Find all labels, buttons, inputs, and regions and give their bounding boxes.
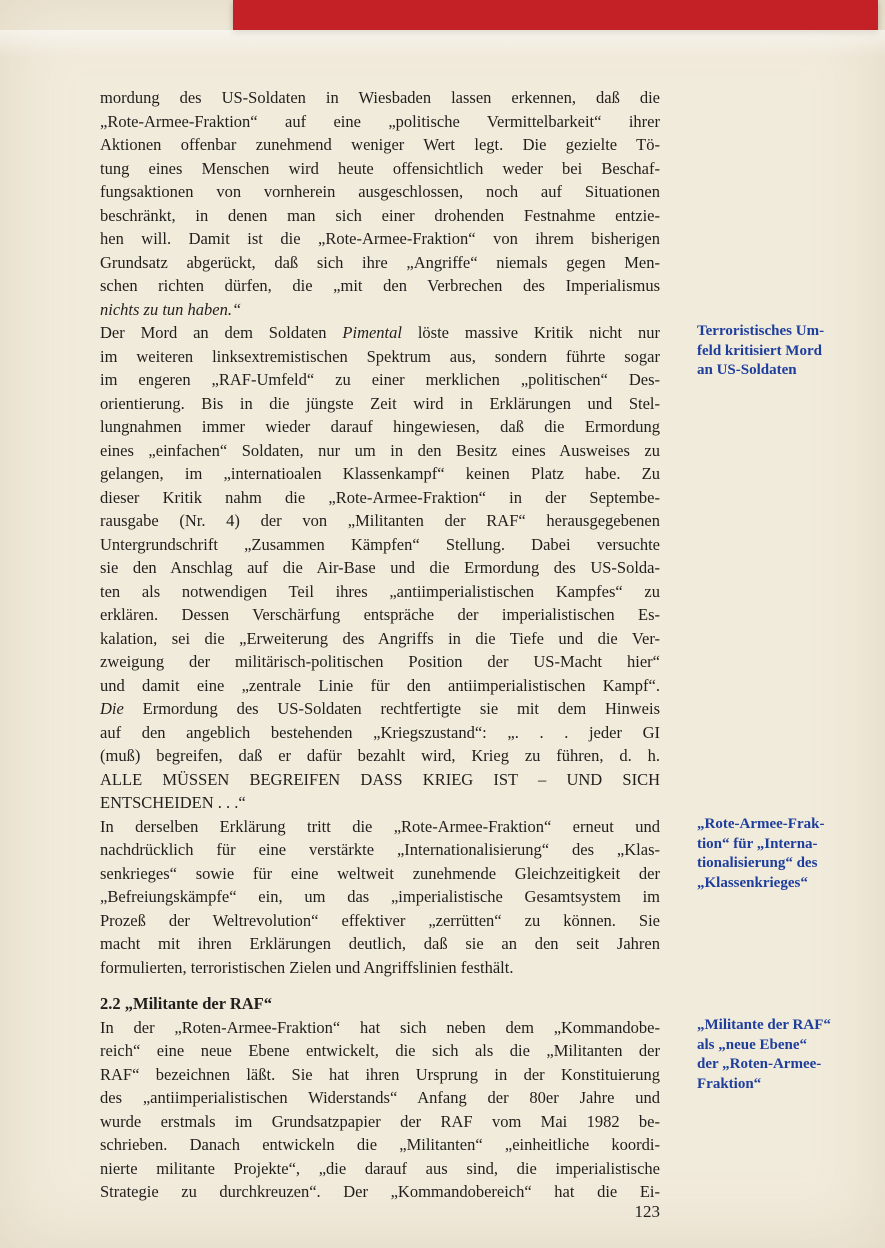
text-line: gelangen, im „internatioalen Klassenkampf“ keinen Platz habe. Zu <box>100 464 660 483</box>
text-line: (muß) begreifen, daß er dafür bezahlt wird, Krieg zu führen, d. h. <box>100 746 660 765</box>
margin-note-line: der „Roten-Armee- <box>697 1056 822 1072</box>
paragraph <box>100 815 660 980</box>
text-line: schrieben. Danach entwickeln die „Militanten“ „einheitliche koordi- <box>100 1135 660 1154</box>
text-line: rausgabe (Nr. 4) der von „Militanten der RAF“ herausgegebenen <box>100 511 660 530</box>
text-line: RAF“ bezeichnen läßt. Sie hat ihren Ursprung in der Konstituierung <box>100 1064 660 1084</box>
text-line: hen will. Damit ist die „Rote-Armee-Fraktion“ von ihrem bisherigen <box>100 229 660 248</box>
margin-note-line: als „neue Ebene“ <box>697 1036 808 1053</box>
text-line: Prozeß der Weltrevolution“ effektiver „zerrütten“ zu können. Sie <box>100 910 660 930</box>
text-line: Der Mord an dem Soldaten Pimental löste massive Kritik nicht nur <box>100 323 660 342</box>
text-line: sie den Anschlag auf die Air-Base und die Ermordung des US-Solda- <box>100 558 660 577</box>
text-line: und damit eine „zentrale Linie für den antiimperialistischen Kampf“. <box>100 675 660 695</box>
text-line: des „antiimperialistischen Widerstands“ Anfang der 80er Jahre und <box>100 1088 660 1107</box>
margin-note-line: an US-Soldaten <box>697 362 797 378</box>
text-line: In derselben Erklärung tritt die „Rote-Armee-Fraktion“ erneut und <box>100 816 660 836</box>
text-line: orientierung. Bis in die jüngste Zeit wird in Erklärungen und Stel- <box>100 393 660 413</box>
text-line: nierte militante Projekte“, „die darauf aus sind, die imperialistische <box>100 1158 660 1178</box>
text-line: nichts zu tun haben.“ <box>100 299 242 319</box>
margin-note-line: tion“ für „Interna- <box>697 835 818 852</box>
text-line: dieser Kritik nahm die „Rote-Armee-Fraktion“ in der Septembe- <box>100 487 660 507</box>
text-line: Die Ermordung des US-Soldaten rechtfertigte sie mit dem Hinweis <box>100 699 660 718</box>
text-line: lungnahmen immer wieder darauf hingewiesen, daß die Ermordung <box>100 417 660 436</box>
text-line: beschränkt, in denen man sich einer drohenden Festnahme entzie- <box>100 205 660 225</box>
margin-note-line: tionalisierung“ des <box>697 855 818 871</box>
text-line: im weiteren linksextremistischen Spektrum aus, sondern führte sogar <box>100 346 660 366</box>
text-line: reich“ eine neue Ebene entwickelt, die sich als die „Militanten der <box>100 1041 660 1060</box>
margin-note-line: „Rote-Armee-Frak- <box>697 816 825 832</box>
text-line: Aktionen offenbar zunehmend weniger Wert legt. Die gezielte Tö- <box>100 135 660 154</box>
text-line: macht mit ihren Erklärungen deutlich, daß sie an den seit Jahren <box>100 934 660 953</box>
text-line: erklären. Dessen Verschärfung entspräche der imperialistischen Es- <box>100 605 660 624</box>
text-line: zweigung der militärisch-politischen Position der US-Macht hier“ <box>100 652 660 671</box>
text-line: kalation, sei die „Erweiterung des Angriffs in die Tiefe und die Ver- <box>100 628 660 648</box>
text-line: wurde erstmals im Grundsatzpapier der RAF vom Mai 1982 be- <box>100 1111 660 1131</box>
text-line: „Rote-Armee-Fraktion“ auf eine „politische Vermittelbarkeit“ ihrer <box>100 111 660 131</box>
text-line: ENTSCHEIDEN . . .“ <box>100 793 246 812</box>
section-heading: 2.2 „Militante der RAF“ <box>100 994 273 1013</box>
text-line: nachdrücklich für eine verstärkte „Internationalisierung“ des „Klas- <box>100 840 660 859</box>
text-line: Strategie zu durchkreuzen“. Der „Kommandobereich“ hat die Ei- <box>100 1182 660 1201</box>
text-line: senkrieges“ sowie für eine weltweit zunehmende Gleichzeitigkeit der <box>100 863 660 883</box>
margin-note-line: feld kritisiert Mord <box>697 342 822 359</box>
text-line: fungsaktionen von vornherein ausgeschlossen, noch auf Situationen <box>100 182 660 201</box>
text-line: im engeren „RAF-Umfeld“ zu einer merklichen „politischen“ Des- <box>100 370 660 389</box>
text-line: Untergrundschrift „Zusammen Kämpfen“ Stellung. Dabei versuchte <box>100 534 660 554</box>
paragraph <box>100 321 660 815</box>
text-line: auf den angeblich bestehenden „Kriegszustand“: „. . . jeder GI <box>100 722 660 742</box>
text-line: mordung des US-Soldaten in Wiesbaden lassen erkennen, daß die <box>100 88 660 107</box>
margin-note-line: „Militante der RAF“ <box>697 1017 831 1033</box>
margin-note <box>697 815 883 893</box>
text-line: In der „Roten-Armee-Fraktion“ hat sich neben dem „Kommandobe- <box>100 1017 660 1037</box>
margin-note <box>697 1016 883 1094</box>
text-line: ten als notwendigen Teil ihres „antiimperialistischen Kampfes“ zu <box>100 581 660 601</box>
paragraph <box>100 86 660 321</box>
body-column <box>100 86 660 1204</box>
text-line: schen richten dürfen, die „mit den Verbrechen des Imperialismus <box>100 276 660 295</box>
margin-notes <box>697 0 883 1248</box>
margin-note-line: Fraktion“ <box>697 1075 762 1092</box>
text-line: formulierten, terroristischen Zielen und Angriffslinien festhält. <box>100 957 514 977</box>
text-line: tung eines Menschen wird heute offensichtlich weder bei Beschaf- <box>100 158 660 178</box>
text-line: „Befreiungskämpfe“ ein, um das „imperialistische Gesamtsystem im <box>100 887 660 906</box>
text-line: ALLE MÜSSEN BEGREIFEN DASS KRIEG IST – UND SICH <box>100 769 660 789</box>
margin-note-line: Terroristisches Um- <box>697 323 825 339</box>
text-line: Grundsatz abgerückt, daß sich ihre „Angriffe“ niemals gegen Men- <box>100 252 660 272</box>
text-line: eines „einfachen“ Soldaten, nur um in den Besitz eines Ausweises zu <box>100 440 660 460</box>
margin-note-line: „Klassenkrieges“ <box>697 874 808 891</box>
paragraph <box>100 1016 660 1204</box>
margin-note <box>697 322 883 381</box>
page-number: 123 <box>634 1202 660 1221</box>
